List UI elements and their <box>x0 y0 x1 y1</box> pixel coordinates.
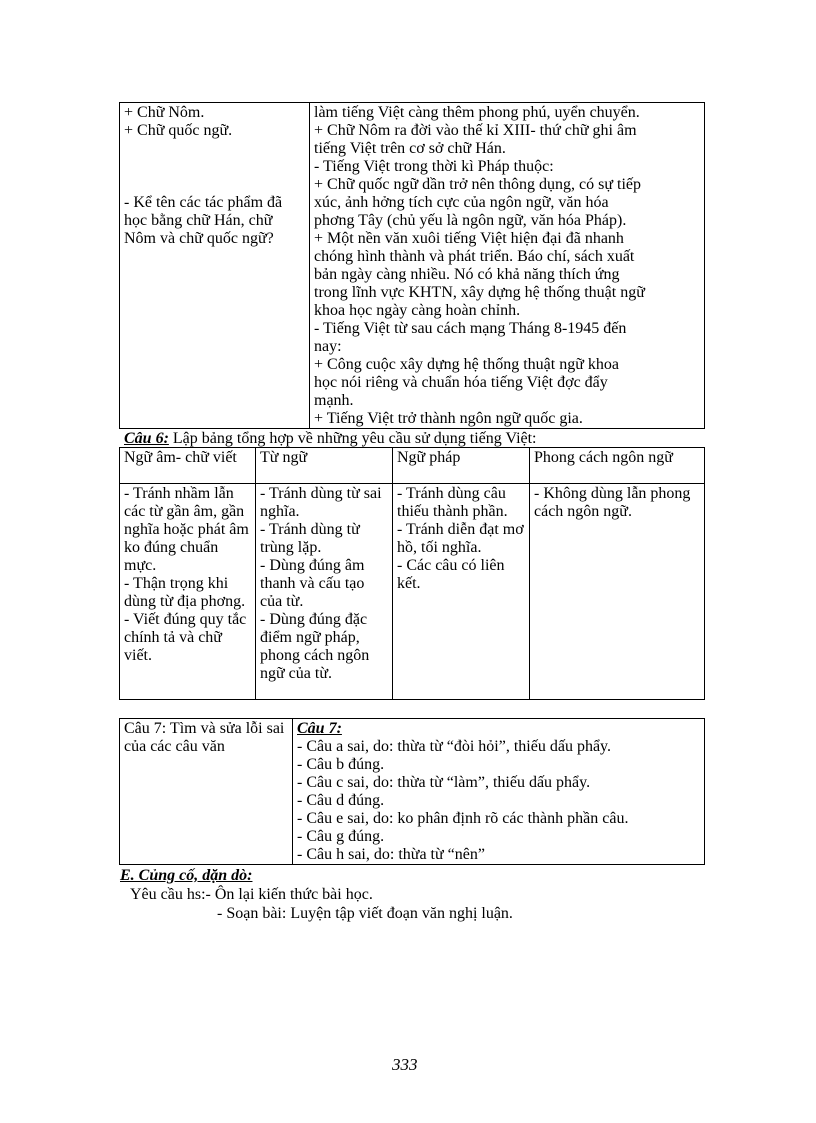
right-line: + Công cuộc xây dựng hệ thống thuật ngữ khoa <box>314 356 619 373</box>
right-line: + Một nền văn xuôi tiếng Việt hiện đại đã nhanh <box>314 230 624 247</box>
answer-line: - Câu b đúng. <box>297 756 385 773</box>
right-line: tiếng Việt trên cơ sở chữ Hán. <box>314 140 506 157</box>
answer-line: - Câu a sai, do: thừa từ “đòi hỏi”, thiếu dấu phẩy. <box>297 738 612 755</box>
summary-table-continued <box>119 102 705 429</box>
right-line: trong lĩnh vực KHTN, xây dựng hệ thống thuật ngữ <box>314 284 645 301</box>
question-7-answer-title: Câu 7: <box>297 720 342 737</box>
right-line: + Chữ quốc ngữ dần trở nên thông dụng, có sự tiếp <box>314 176 642 193</box>
cell-grammar-text: - Tránh dùng câu thiếu thành phần. - Tránh diễn đạt mơ hồ, tối nghĩa. - Các câu có liên kết. <box>397 485 524 592</box>
table1-right-cell <box>310 103 705 429</box>
answer-line: - Câu h sai, do: thừa từ “nên” <box>297 846 485 863</box>
right-line: bản ngày càng nhiều. Nó có khả năng thích ứng <box>314 266 620 283</box>
header-vocabulary: Từ ngữ <box>256 448 393 484</box>
requirements-table <box>119 447 705 700</box>
question-7-prompt-cell <box>120 719 293 865</box>
answer-line: - Câu g đúng. <box>297 828 385 845</box>
header-style: Phong cách ngôn ngữ <box>530 448 705 484</box>
cell-vocabulary <box>256 484 393 700</box>
right-line: nay: <box>314 338 342 355</box>
cell-style <box>530 484 705 700</box>
right-line: học nói riêng và chuẩn hóa tiếng Việt đợc đẩy <box>314 374 608 391</box>
right-line: khoa học ngày càng hoàn chỉnh. <box>314 302 521 319</box>
question-6-heading <box>124 430 537 448</box>
right-line: phơng Tây (chủ yếu là ngôn ngữ, văn hóa Pháp). <box>314 212 627 229</box>
cell-phonetics <box>120 484 256 700</box>
page-number: 333 <box>392 1055 418 1074</box>
left-question: - Kể tên các tác phẩm đã học bằng chữ Hán, chữ Nôm và chữ quốc ngữ? <box>124 194 283 247</box>
right-line: xúc, ảnh hởng tích cực của ngôn ngữ, văn hóa <box>314 194 609 211</box>
question-6-text: Lập bảng tổng hợp về những yêu cầu sử dụng tiếng Việt: <box>168 430 537 447</box>
right-line: - Tiếng Việt từ sau cách mạng Tháng 8-1945 đến <box>314 320 627 337</box>
section-e-heading: E. Củng cố, dặn dò: <box>120 867 253 884</box>
answer-line: - Câu d đúng. <box>297 792 385 809</box>
cell-phonetics-text: - Tránh nhầm lẫn các từ gần âm, gần nghĩa hoặc phát âm ko đúng chuẩn mực. - Thận trọng khi dùng từ địa phơng. - Viết đúng quy tắc chính tả và chữ viết. <box>124 485 249 664</box>
header-grammar: Ngữ pháp <box>393 448 530 484</box>
cell-vocabulary-text: - Tránh dùng từ sai nghĩa. - Tránh dùng từ trùng lặp. - Dùng đúng âm thanh và cấu tạo của từ. - Dùng đúng đặc điểm ngữ pháp, phong cách ngôn ngữ của từ. <box>260 485 382 682</box>
answer-line: - Câu c sai, do: thừa từ “làm”, thiếu dấu phẩy. <box>297 774 591 791</box>
table1-left-cell <box>120 103 310 429</box>
right-line: - Tiếng Việt trong thời kì Pháp thuộc: <box>314 158 554 175</box>
right-line: làm tiếng Việt càng thêm phong phú, uyển chuyển. <box>314 104 640 121</box>
question-7-table <box>119 718 705 865</box>
question-7-answer-cell <box>293 719 705 865</box>
requirement-review: Yêu cầu hs:- Ôn lại kiến thức bài học. <box>130 886 373 903</box>
header-phonetics: Ngữ âm- chữ viết <box>120 448 256 484</box>
right-line: + Chữ Nôm ra đời vào thế kỉ XIII- thứ chữ ghi âm <box>314 122 637 139</box>
cell-grammar <box>393 484 530 700</box>
right-line: mạnh. <box>314 392 354 409</box>
answer-line: - Câu e sai, do: ko phân định rõ các thành phần câu. <box>297 810 629 827</box>
right-line: + Tiếng Việt trở thành ngôn ngữ quốc gia. <box>314 410 583 427</box>
cell-style-text: - Không dùng lẫn phong cách ngôn ngữ. <box>534 485 691 520</box>
left-line-chu-nom: + Chữ Nôm. <box>124 104 205 121</box>
question-6-label: Câu 6: <box>124 430 169 447</box>
left-line-chu-quoc-ngu: + Chữ quốc ngữ. <box>124 122 233 139</box>
right-line: chóng hình thành và phát triển. Báo chí, sách xuất <box>314 248 635 265</box>
requirement-prepare: - Soạn bài: Luyện tập viết đoạn văn nghị luận. <box>217 905 513 922</box>
question-7-prompt: Câu 7: Tìm và sửa lỗi sai của các câu văn <box>124 720 285 755</box>
